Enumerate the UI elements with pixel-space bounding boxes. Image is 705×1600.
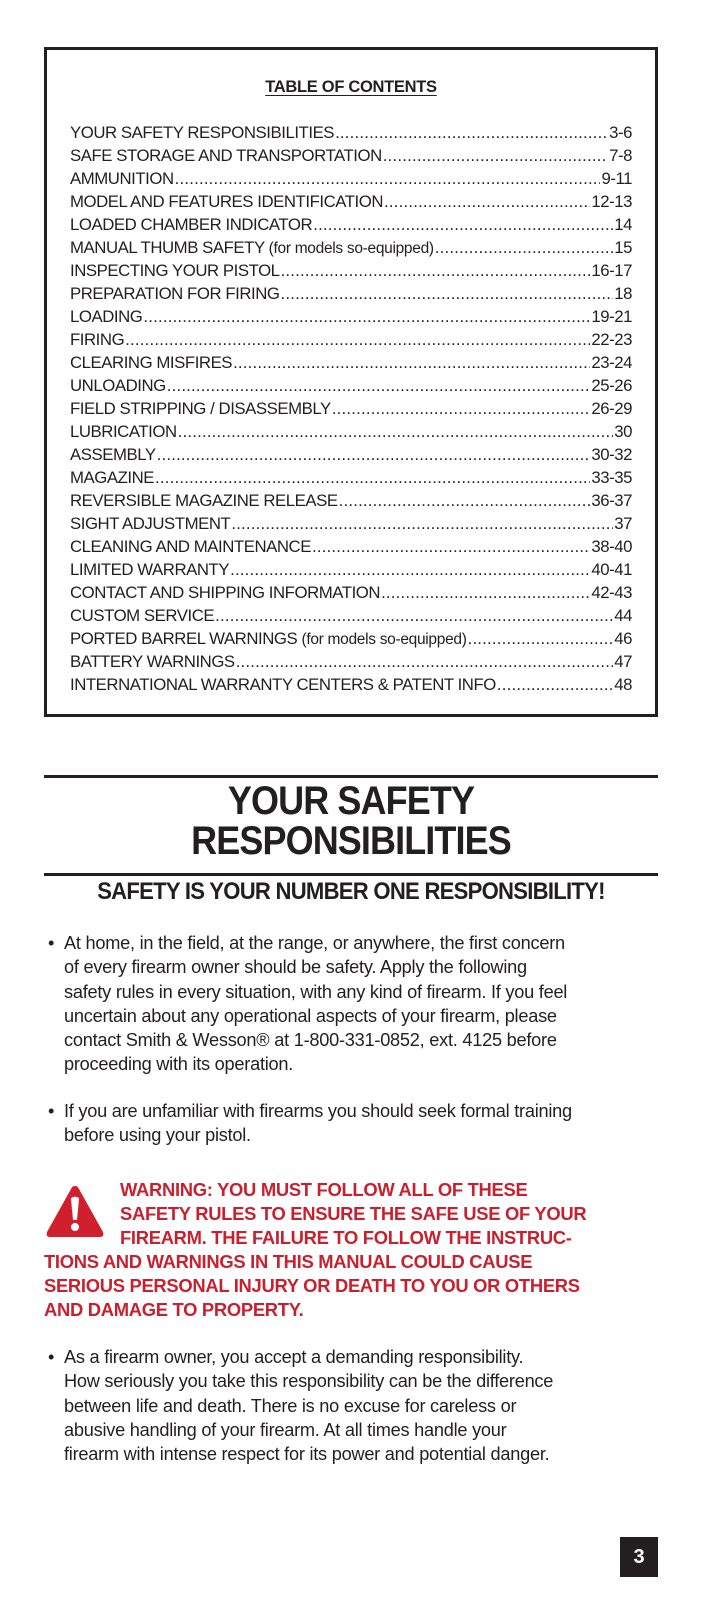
warning-triangle-icon bbox=[45, 1184, 105, 1238]
toc-page-number: 18 bbox=[614, 284, 632, 303]
toc-leader-dots bbox=[231, 514, 613, 534]
toc-entry[interactable]: LOADED CHAMBER INDICATOR ..... 14 bbox=[70, 215, 632, 238]
toc-entry[interactable]: FIRING ..... 22-23 bbox=[70, 330, 632, 353]
toc-leader-dots bbox=[281, 261, 591, 281]
bullet-paragraph: • If you are unfamiliar with firearms you should seek formal training before using your pistol. bbox=[48, 1101, 572, 1146]
toc-page-number: 42-43 bbox=[591, 583, 632, 602]
bullet-icon: • bbox=[48, 1101, 55, 1121]
toc-page-number: 12-13 bbox=[591, 192, 632, 211]
heading-rule-bottom bbox=[44, 873, 658, 876]
toc-leader-dots bbox=[332, 399, 591, 419]
toc-page-number: 33-35 bbox=[591, 468, 632, 487]
toc-page-number: 16-17 bbox=[591, 261, 632, 280]
toc-leader-dots bbox=[335, 123, 608, 143]
toc-entry[interactable]: CUSTOM SERVICE ..... 44 bbox=[70, 606, 632, 629]
toc-entry[interactable]: SIGHT ADJUSTMENT ..... 37 bbox=[70, 514, 632, 537]
toc-page-number: 47 bbox=[614, 652, 632, 671]
toc-entry[interactable]: CLEARING MISFIRES ..... 23-24 bbox=[70, 353, 632, 376]
toc-leader-dots bbox=[384, 192, 590, 212]
section-subheading: SAFETY IS YOUR NUMBER ONE RESPONSIBILITY! bbox=[97, 878, 605, 905]
toc-entry[interactable]: AMMUNITION ..... 9-11 bbox=[70, 169, 632, 192]
toc-page-number: 26-29 bbox=[591, 399, 632, 418]
toc-entry[interactable]: LUBRICATION ..... 30 bbox=[70, 422, 632, 445]
toc-entry[interactable]: BATTERY WARNINGS ..... 47 bbox=[70, 652, 632, 675]
toc-page-number: 19-21 bbox=[591, 307, 632, 326]
toc-leader-dots bbox=[178, 422, 614, 442]
toc-entry[interactable]: ASSEMBLY ..... 30-32 bbox=[70, 445, 632, 468]
toc-entry[interactable]: CONTACT AND SHIPPING INFORMATION ..... 42-43 bbox=[70, 583, 632, 606]
toc-leader-dots bbox=[312, 537, 590, 557]
toc-entry[interactable]: INSPECTING YOUR PISTOL ..... 16-17 bbox=[70, 261, 632, 284]
toc-page-number: 30 bbox=[614, 422, 632, 441]
toc-entry[interactable]: UNLOADING ..... 25-26 bbox=[70, 376, 632, 399]
toc-entry[interactable]: MODEL AND FEATURES IDENTIFICATION ..... 12-13 bbox=[70, 192, 632, 215]
toc-page-number: 7-8 bbox=[609, 146, 632, 165]
toc-leader-dots bbox=[497, 675, 613, 695]
toc-page-number: 46 bbox=[614, 629, 632, 648]
toc-leader-dots bbox=[281, 284, 614, 304]
toc-entry[interactable]: MANUAL THUMB SAFETY (for models so-equipped) ..... 15 bbox=[70, 238, 632, 261]
toc-leader-dots bbox=[167, 376, 591, 396]
toc-page-number: 36-37 bbox=[591, 491, 632, 510]
toc-page-number: 9-11 bbox=[601, 169, 632, 188]
toc-entry[interactable]: MAGAZINE ..... 33-35 bbox=[70, 468, 632, 491]
toc-page-number: 23-24 bbox=[591, 353, 632, 372]
toc-leader-dots bbox=[143, 307, 590, 327]
toc-leader-dots bbox=[383, 146, 608, 166]
toc-leader-dots bbox=[175, 169, 601, 189]
toc-entry[interactable]: PREPARATION FOR FIRING ..... 18 bbox=[70, 284, 632, 307]
toc-page-number: 3-6 bbox=[609, 123, 632, 142]
toc-page-number: 37 bbox=[614, 514, 632, 533]
toc-leader-dots bbox=[233, 353, 590, 373]
warning-block: WARNING: YOU MUST FOLLOW ALL OF THESE SAFETY RULES TO ENSURE THE SAFE USE OF YOUR FIREARM. THE FAILURE TO FOLLOW THE INSTRUC- TIONS AND WARNINGS IN THIS MANUAL COULD CAUSE SERIOUS PERSONAL INJURY OR DEATH TO YOU OR OTHERS AND DAMAGE TO PROPERTY. bbox=[44, 1179, 587, 1320]
toc-page-number: 48 bbox=[614, 675, 632, 694]
toc-list bbox=[70, 123, 632, 698]
toc-leader-dots bbox=[468, 629, 614, 649]
toc-page-number: 22-23 bbox=[591, 330, 632, 349]
toc-page-number: 44 bbox=[614, 606, 632, 625]
toc-leader-dots bbox=[381, 583, 590, 603]
toc-page-number: 30-32 bbox=[591, 445, 632, 464]
toc-leader-dots bbox=[313, 215, 613, 235]
bullet-icon: • bbox=[48, 933, 55, 953]
page-number: 3 bbox=[620, 1537, 658, 1577]
toc-leader-dots bbox=[236, 652, 614, 672]
toc-entry[interactable]: REVERSIBLE MAGAZINE RELEASE ..... 36-37 bbox=[70, 491, 632, 514]
bullet-icon: • bbox=[48, 1347, 55, 1367]
toc-title: TABLE OF CONTENTS bbox=[265, 78, 437, 96]
toc-entry[interactable]: FIELD STRIPPING / DISASSEMBLY ..... 26-29 bbox=[70, 399, 632, 422]
bullet-paragraph: • At home, in the field, at the range, or anywhere, the first concern of every firearm owner should be safety. Apply the following safety rules in every situation, with any kind of firearm. If you feel uncertain about any operational aspects of your firearm, please contact Smith & Wesson® at 1-800-331-0852, ext. 4125 before proceeding with its operation. bbox=[48, 933, 568, 1075]
toc-leader-dots bbox=[215, 606, 613, 626]
table-of-contents bbox=[44, 47, 658, 717]
toc-leader-dots bbox=[155, 468, 590, 488]
toc-page-number: 15 bbox=[614, 238, 632, 257]
section-title-line2: RESPONSIBILITIES bbox=[191, 819, 511, 863]
toc-leader-dots bbox=[230, 560, 590, 580]
toc-page-number: 40-41 bbox=[591, 560, 632, 579]
toc-entry[interactable]: YOUR SAFETY RESPONSIBILITIES ..... 3-6 bbox=[70, 123, 632, 146]
toc-leader-dots bbox=[157, 445, 591, 465]
toc-entry[interactable]: CLEANING AND MAINTENANCE ..... 38-40 bbox=[70, 537, 632, 560]
toc-leader-dots bbox=[125, 330, 590, 350]
toc-entry[interactable]: SAFE STORAGE AND TRANSPORTATION ..... 7-8 bbox=[70, 146, 632, 169]
toc-entry[interactable]: LOADING ..... 19-21 bbox=[70, 307, 632, 330]
toc-entry[interactable]: INTERNATIONAL WARRANTY CENTERS & PATENT INFO ..... 48 bbox=[70, 675, 632, 698]
section-title-line1: YOUR SAFETY bbox=[227, 779, 475, 823]
toc-page-number: 25-26 bbox=[591, 376, 632, 395]
toc-entry[interactable]: LIMITED WARRANTY ..... 40-41 bbox=[70, 560, 632, 583]
toc-leader-dots bbox=[339, 491, 591, 511]
toc-page-number: 38-40 bbox=[591, 537, 632, 556]
bullet-paragraph: • As a firearm owner, you accept a demanding responsibility. How seriously you take this responsibility can be the difference between life and death. There is no excuse for careless or abusive handling of your firearm. At all times handle your firearm with intense respect for its power and potential danger. bbox=[48, 1347, 554, 1465]
toc-entry[interactable]: PORTED BARREL WARNINGS (for models so-equipped) ..... 46 bbox=[70, 629, 632, 652]
toc-leader-dots bbox=[435, 238, 613, 258]
toc-page-number: 14 bbox=[614, 215, 632, 234]
